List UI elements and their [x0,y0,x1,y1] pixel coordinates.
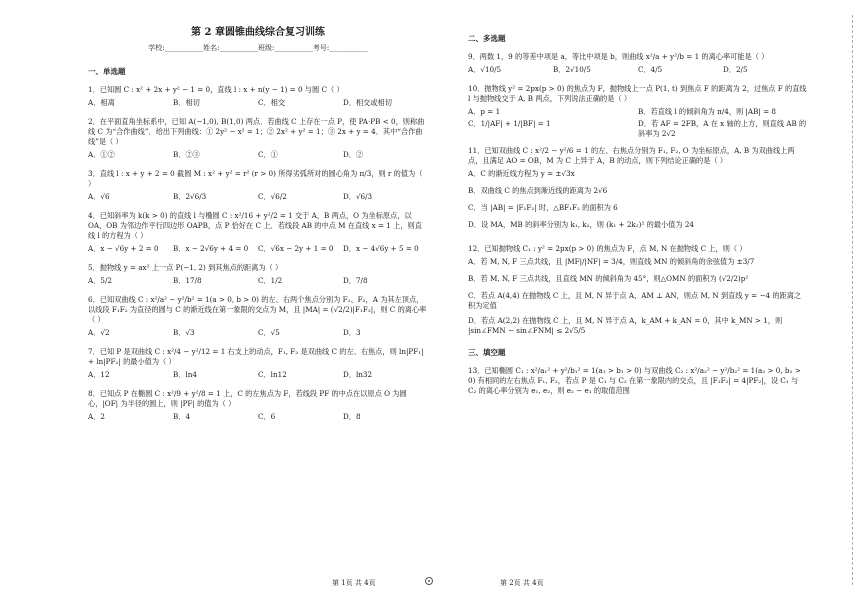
student-info-line: 学校:___________姓名:___________班级:___________考号:___________ [148,44,368,52]
answer-option: D．相交或相切 [343,98,392,107]
fold-line [852,15,853,585]
left-column [88,28,428,431]
answer-option: C．① [258,150,278,159]
question-text: 12．已知抛物线 C₁ : y² = 2px(p > 0) 的焦点为 F，点 M, N 在抛物线 C 上，则（ ） [468,244,747,253]
answer-option: A．p = 1 [468,107,501,116]
answer-options [88,98,428,110]
question-block [468,52,808,77]
question-text: 6．已知双曲线 C : x²/a² − y²/b² = 1(a > 0, b > 0) 的左、右两个焦点分别为 F₁、F₂，A 为其左顶点，以线段 F₁F₂ 为直径的圆与 C 的渐近线在第一象限的交点为 M，且 |MA| = (√2/2)|F₁F₂|，则 C 的离心率（ ） [88,295,427,324]
question-text: 5．抛物线 y = ax² 上一点 P(−1, 2) 到其焦点的距离为（ ） [88,263,283,272]
answer-option: C．1/|AF| + 1/|BF| = 1 [468,119,551,128]
answer-option: B．4 [173,412,191,421]
answer-options [88,276,428,288]
question-text: 4．已知斜率为 k(k > 0) 的直线 l 与椭圆 C : x²/16 + y²/2 = 1 交于 A，B 两点，O 为坐标原点，以 OA，OB 为邻边作平行四边形 OAPB，点 P 恰好在 C 上．若线段 AB 的中点 M 在直线 x = 1 上，则直线 l 的方程为（ ） [88,211,422,240]
answer-option: D．√6/3 [343,192,373,201]
multi-choice-questions [468,52,808,341]
answer-options [88,412,428,424]
answer-option: A．x − √6y + 2 = 0 [88,244,159,253]
answer-option: B．②③ [173,150,200,159]
answer-option: B．2√6/3 [173,192,207,201]
answer-option: A．相离 [88,98,115,107]
answer-option: B．17/8 [173,276,202,285]
answer-option: A．√10/5 [468,65,502,74]
answer-options [88,328,428,340]
question-block [468,146,808,237]
answer-option: C．√6x − 2y + 1 = 0 [258,244,334,253]
section-single-choice: 一、单选题 [88,67,126,76]
answer-options [88,150,428,162]
question-block [468,244,808,341]
answer-option: D．ln32 [343,370,373,379]
answer-option: B．若 M, N, F 三点共线，且直线 MN 的倾斜角为 45°，则△OMN 的面积为 (√2/2)p² [468,274,749,283]
right-column [468,28,808,399]
answer-option: C．√5 [258,328,280,337]
answer-option: A．2 [88,412,105,421]
answer-option: D．3 [343,328,361,337]
question-text: 8．已知点 P 在椭圆 C : x²/9 + y²/8 = 1 上，C 的左焦点为 F，若线段 PF 的中点在以原点 O 为圆心，|OF| 为半径的圆上，则 |PF| 的值为（ ） [88,389,407,408]
page-footer-left: 第 1页 共 4页 [332,579,376,587]
question-text: 7．已知 P 是双曲线 C : x²/4 − y²/12 = 1 右支上的动点，F₁, F₂ 是双曲线 C 的左、右焦点，则 ln|PF₁| + ln|PF₂| 的最小值为（ ） [88,347,424,366]
question-block [88,117,428,162]
answer-option: C．√6/2 [258,192,287,201]
answer-option: B．2√10/5 [553,65,591,74]
question-block [88,169,428,204]
answer-option: C．ln12 [258,370,287,379]
answer-option: C．4/5 [638,65,663,74]
question-block [88,295,428,340]
answer-option: C．6 [258,412,276,421]
question-text: 10．抛物线 y² = 2px(p > 0) 的焦点为 F，抛物线上一点 P(1, t) 到焦点 F 的距离为 2，过焦点 F 的直线 l 与抛物线交于 A, B 两点，下列说法正确的是（ ） [468,84,807,103]
answer-option: A．5/2 [88,276,112,285]
answer-option: D．② [343,150,364,159]
answer-option: C．当 |AB| = |F₁F₂| 时，△BF₁F₂ 的面积为 6 [468,203,618,212]
binding-hole-icon [425,577,433,585]
answer-option: B．若直线 l 的倾斜角为 π/4，则 |AB| = 8 [638,107,776,116]
answer-option: D．7/8 [343,276,368,285]
answer-option: D．若点 A(2,2) 在抛物线 C 上，且 M, N 异于点 A，k_AM + k_AN = 0，其中 k_MN > 1，则 |sin∠FMN − sin∠FNM| ≤ 2√5/5 [468,316,783,335]
answer-option: C．1/2 [258,276,283,285]
answer-option: C．相交 [258,98,286,107]
question-block [468,84,808,139]
answer-option: D．2/5 [723,65,748,74]
answer-options [88,370,428,382]
question-block [88,211,428,256]
answer-option: C．若点 A(4,4) 在抛物线 C 上，且 M, N 异于点 A，AM ⊥ AN，则点 M, N 到直线 y = −4 的距离之积为定值 [468,291,802,310]
answer-options [468,107,808,139]
page-footer-right: 第 2页 共 4页 [500,579,544,587]
question-text: 11．已知双曲线 C : x²/2 − y²/6 = 1 的左、右焦点分别为 F₁, F₂, O 为坐标原点，A, B 为双曲线上两点，且满足 AO = OB，M 为 C 上异于 A，B 的动点，则下列结论正确的是（ ） [468,146,795,165]
answer-option: B．ln4 [173,370,197,379]
question-text: 3．直线 l : x + y + 2 = 0 截圆 M : x² + y² = r² (r > 0) 所得劣弧所对的圆心角为 π/3，则 r 的值为（ ） [88,169,423,188]
answer-options [88,192,428,204]
answer-options [468,169,808,237]
answer-option: B．√3 [173,328,195,337]
answer-options [468,257,808,341]
answer-option: B．双曲线 C 的焦点到渐近线的距离为 2√6 [468,186,608,195]
question-block [88,263,428,288]
answer-options [468,65,808,77]
question-text: 9．两数 1，9 的等差中项是 a，等比中项是 b，则曲线 x²/a + y²/b = 1 的离心率可能是（ ） [468,52,769,61]
answer-options [88,244,428,256]
answer-option: A．√2 [88,328,110,337]
answer-option: B．x − 2√6y + 4 = 0 [173,244,249,253]
question-13: 13．已知椭圆 C₁ : x²/a₁² + y²/b₁² = 1(a₁ > b₁ > 0) 与双曲线 C₂ : x²/a₂² − y²/b₂² = 1(a₂ > 0, b₂ > 0) 有相同的左右焦点 F₁, F₂，若点 P 是 C₁ 与 C₂ 在第一象限内的交点，且 |F₁F₂| = 4|PF₂|，设 C₁ 与 C₂ 的离心率分别为 e₁, e₂，则 e₂ − e₁ 的取值范围 [468,366,801,395]
answer-option: A．C 的渐近线方程为 y = ±√3x [468,169,575,178]
section-fill-blank: 三、填空题 [468,348,506,357]
answer-option: D．x − 4√6y + 5 = 0 [343,244,419,253]
answer-option: D．设 MA，MB 的斜率分别为 k₁, k₂，则 (k₁ + 2k₂)² 的最小值为 24 [468,220,694,229]
answer-option: A．√6 [88,192,110,201]
page-title: 第 2 章圆锥曲线综合复习训练 [191,27,325,38]
answer-option: A．①② [88,150,115,159]
question-block [88,389,428,424]
single-choice-questions [88,85,428,424]
answer-option: D．8 [343,412,361,421]
answer-option: D．若 AF = 2FB，A 在 x 轴的上方，则直线 AB 的斜率为 2√2 [638,119,807,138]
answer-option: A．若 M, N, F 三点共线，且 |MF|/|NF| = 3/4，则直线 MN 的倾斜角的余弦值为 ±3/7 [468,257,755,266]
question-text: 2．在平面直角坐标系中，已知 A(−1,0), B(1,0) 两点．若曲线 C 上存在一点 P，使 PA·PB < 0，则称曲线 C 为“合作曲线”．给出下列曲线：① 2y² − x² = 1；② 2x² + y² = 1；③ 2x + y = 4．其中“合作曲线”是（ ） [88,117,425,146]
question-text: 1．已知圆 C : x² + 2x + y² − 1 = 0，直线 l : x + n(y − 1) = 0 与圆 C（ ） [88,85,344,94]
answer-option: B．相切 [173,98,200,107]
answer-option: A．12 [88,370,110,379]
question-block [88,347,428,382]
section-multi-choice: 二、多选题 [468,34,506,43]
question-block [88,85,428,110]
